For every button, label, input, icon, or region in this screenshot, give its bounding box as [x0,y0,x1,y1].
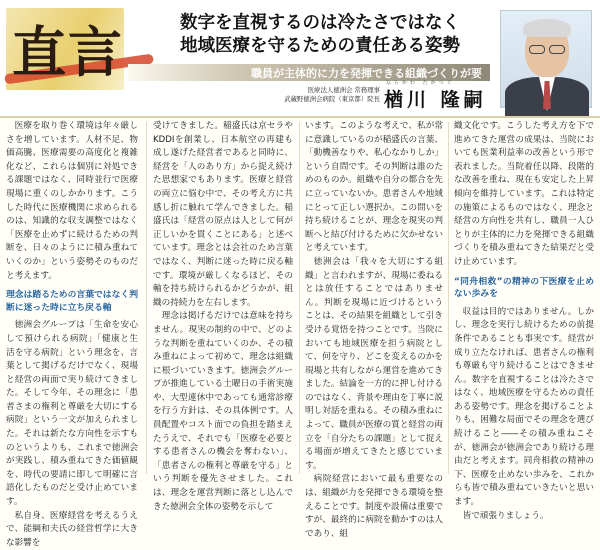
paragraph: 収益は目的ではありません。しかし、理念を実行し続けるための前提条件であることも事実です。経営が成り立たなければ、患者さんの権利も尊厳も守り続けることはできません。数字を直視することは冷たさではなく、地域医療を守るための責任ある姿勢です。理念を掲げることよりも、困難な局面でその理念を選び続けること――その積み重ねこそが、徳洲会が徳洲会であり続ける理由だと考えます。同舟相救の精神の下、医療を止めない歩みを、これからも皆で積み重ねていきたいと思います。 [454,306,594,508]
subheading: 理念は踏るための言葉ではなく判断に迷った時に立ち戻る軸 [6,290,138,313]
paragraph: 理念は掲げるだけでは意味を持ちません。現実の制約の中で、どのような判断を重ねていくのか、その積み重ねによって初めて、理念は組織に根づいていきます。徳洲会グループが推進している土曜日の手術実施や、大型連休中であっても通常診療を行う方針は、その具体例です。人員配置やコスト面での負担を踏まえたうえで、それでも「医療を必要とする患者さんの機会を奪わない」、「患者さんの権利と尊厳を守る」という判断を優先させました。これは、理念を運営判断に落とし込んできた徳洲会全体の姿勢を示して [153,311,293,512]
column-logo-text: 直言 [12,20,124,84]
paragraph: 受けてきました。稲盛氏は京セラやKDDIを創業し、日本航空の再建も成し遂げた経営者であると同時に、経営を「人のあり方」から捉え続けた思想家でもあります。医療と経営の両立に悩む中で、その考え方に共感し折に触れて学んできました。稲盛氏は「経営の原点は人として何が正しいかを貫くことにある」と述べています。理念とは会社のため言葉ではなく、判断に迷った時に戻る軸です。環境が厳しくなるほど、その軸を持ち続けられるかどうかが、組織の持続力を左右します。 [153,121,293,308]
column-divider [146,122,147,474]
paragraph: 織文化です。こうした考え方を下で進めてきた運営の成果は、当院においても医業利益率の改善という形で表れました。当院着任以降、段階的な改善を重ね、現在も安定した上昇傾向を維持しています。これは特定の施策によるものではなく、理念と経営の方向性を共有し、職員一人ひとりが主体的に力を発揮できる組織づくりを積み重ねてきた結果だと受け止めています。 [454,121,594,267]
headline-line-1: 数字を直視するのは冷たさではなく [180,13,460,33]
article-column-1 [6,120,138,548]
column-divider [448,122,449,474]
headline-line-2: 地域医療を守るための責任ある姿勢 [180,36,460,56]
author-name: 楢川 隆嗣 [384,89,487,111]
column-divider [299,122,300,474]
tagline: 職員が主体的に力を発揮できる組織づくりが要 [251,67,482,80]
portrait-glasses-left [529,45,545,54]
paragraph: 私自身、医療経営を考えるうえで、能綱和夫氏の経営哲学に大きな影響を [6,510,138,548]
paragraph: 病院経営において最も重要なのは、組織が力を発揮できる環境を整えることです。制度や設備は重要ですが、最終的に病院を動かすのは人であり、組 [305,474,443,539]
author-title-line-1: 医療法人徳洲会 常務理事 [307,86,380,94]
headline [150,12,490,58]
author-portrait [500,10,592,108]
author-title-line-2: 武蔵野徳洲会病院（東京都）院長 [284,95,380,103]
article-column-3 [305,120,443,539]
article-column-4 [454,120,594,521]
paragraph: 徳洲会は「我々を大切にする組織」と言われますが、現場に委ねるとは放任することではありません。判断を現場に近づけるということは、その結果を組織として引き受ける覚悟を持つことです。当院においても地域医療を担う病院として、何を守り、どこを変えるのかを現場と共有しながら運営を進めてきました。結論を一方的に押し付けるのではなく、背景や理由を丁寧に説明し対話を重ねる。その積み重ねによって、職員が医療の質と経営の両立を「自分たちの課題」として捉える場面が増えてきたと感じています。 [305,256,443,471]
paragraph: 皆で頑張りましょう。 [462,510,549,521]
portrait-glasses-right [549,45,565,54]
author-name-ruby: ならかわ たかつぐ [386,80,455,86]
article-column-2 [153,120,293,512]
header-divider [0,116,600,118]
paragraph: 徳洲会グループは「生命を安心して預けられる病院」「健康と生活を守る病院」という理念を、言葉として掲げるだけでなく、現場と経営の両面で実り続けてきました。そして今年、その理念に「患者さまの権利と尊厳を大切にする病院」という一文が加えられました。それは新たな方向性を示すものというよりも、これまで徳洲会が実践し、積み重ねてきた価値観を、時代の要請に即して明確に言語化したものだと受け止めています。 [6,320,138,508]
paragraph: います。このような考えで、私が常に意識しているのが稲盛氏の言葉、「動機善なりや、私心なかりしか」という自問です。その判断は誰のためのものか。組織や自分の都合を先に立っていないか。患者さんや地域にとって正しい選択か。この問いを持ち続けることが、理念を現実の判断へと結び付けるために欠かせないと考えています。 [305,121,443,254]
portrait-hair [523,19,571,37]
paragraph: 医療を取り巻く環境は年々厳しさを増しています。人材不足、物価高騰、医療需要の高度化と複雑化など、これらは個別に対処できる課題ではなく、同時並行で医療現場に重くのしかかります。こうした時代に医療機関に求められるのは、知識的な収支調整ではなく「医療を止めずに続けるための判断を、日々のようにに積み重ねていくのか」という姿勢そのものだと考えます。 [6,121,138,281]
subheading: “同舟相救”の精神の下医療を止めない歩みを [454,276,594,300]
author-affiliation [270,86,380,104]
article-header [0,0,600,118]
